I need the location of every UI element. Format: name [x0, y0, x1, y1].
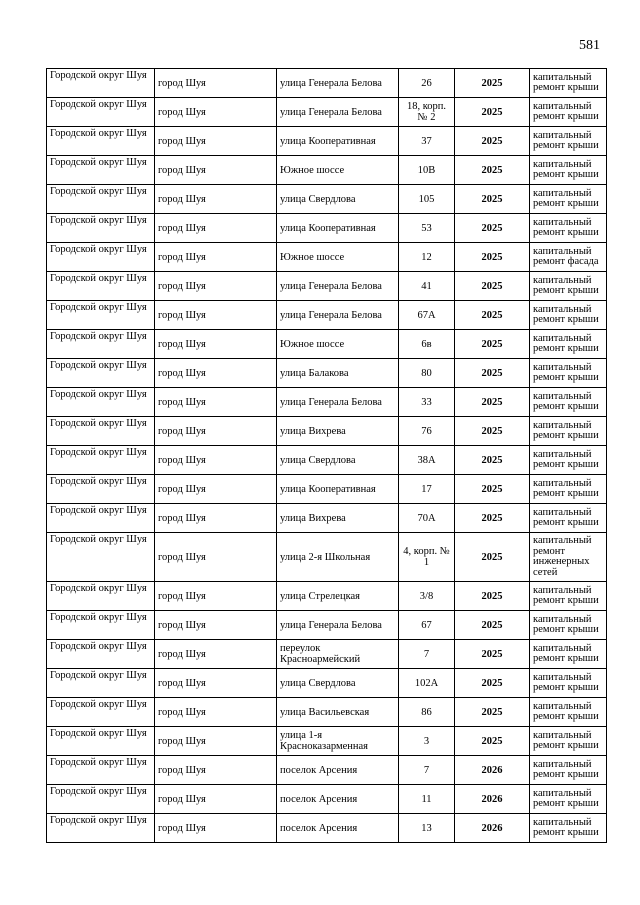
municipality-cell: Городской округ Шуя: [47, 533, 155, 582]
municipality-cell: Городской округ Шуя: [47, 504, 155, 533]
house-number-cell: 7: [399, 756, 455, 785]
table-row: [47, 475, 607, 504]
year-cell: 2025: [455, 214, 530, 243]
municipality-cell: Городской округ Шуя: [47, 185, 155, 214]
work-type-cell: капитальный ремонт крыши: [530, 756, 607, 785]
year-cell: 2025: [455, 156, 530, 185]
city-cell: город Шуя: [155, 185, 277, 214]
municipality-cell: Городской округ Шуя: [47, 156, 155, 185]
table-row: [47, 417, 607, 446]
house-number-cell: 6в: [399, 330, 455, 359]
table-row: [47, 698, 607, 727]
table-row: [47, 582, 607, 611]
street-cell: Южное шоссе: [277, 156, 399, 185]
year-cell: 2025: [455, 243, 530, 272]
house-number-cell: 67А: [399, 301, 455, 330]
year-cell: 2025: [455, 582, 530, 611]
page-number: 581: [579, 38, 600, 53]
city-cell: город Шуя: [155, 611, 277, 640]
house-number-cell: 53: [399, 214, 455, 243]
table-row: [47, 756, 607, 785]
work-type-cell: капитальный ремонт крыши: [530, 417, 607, 446]
municipality-cell: Городской округ Шуя: [47, 446, 155, 475]
city-cell: город Шуя: [155, 301, 277, 330]
house-number-cell: 12: [399, 243, 455, 272]
house-number-cell: 18, корп. № 2: [399, 98, 455, 127]
street-cell: улица Стрелецкая: [277, 582, 399, 611]
work-type-cell: капитальный ремонт крыши: [530, 698, 607, 727]
city-cell: город Шуя: [155, 127, 277, 156]
year-cell: 2025: [455, 69, 530, 98]
city-cell: город Шуя: [155, 272, 277, 301]
work-type-cell: капитальный ремонт крыши: [530, 330, 607, 359]
year-cell: 2025: [455, 669, 530, 698]
work-type-cell: капитальный ремонт крыши: [530, 272, 607, 301]
year-cell: 2026: [455, 814, 530, 843]
city-cell: город Шуя: [155, 504, 277, 533]
municipality-cell: Городской округ Шуя: [47, 814, 155, 843]
municipality-cell: Городской округ Шуя: [47, 69, 155, 98]
street-cell: улица Балакова: [277, 359, 399, 388]
city-cell: город Шуя: [155, 640, 277, 669]
table-row: [47, 301, 607, 330]
city-cell: город Шуя: [155, 330, 277, 359]
municipality-cell: Городской округ Шуя: [47, 727, 155, 756]
street-cell: поселок Арсения: [277, 785, 399, 814]
work-type-cell: капитальный ремонт крыши: [530, 504, 607, 533]
table-row: [47, 785, 607, 814]
house-number-cell: 10В: [399, 156, 455, 185]
street-cell: улица Свердлова: [277, 185, 399, 214]
year-cell: 2025: [455, 301, 530, 330]
city-cell: город Шуя: [155, 243, 277, 272]
housing-repair-table: [46, 68, 607, 843]
house-number-cell: 3: [399, 727, 455, 756]
house-number-cell: 7: [399, 640, 455, 669]
house-number-cell: 17: [399, 475, 455, 504]
year-cell: 2025: [455, 611, 530, 640]
city-cell: город Шуя: [155, 98, 277, 127]
work-type-cell: капитальный ремонт крыши: [530, 301, 607, 330]
municipality-cell: Городской округ Шуя: [47, 475, 155, 504]
work-type-cell: капитальный ремонт крыши: [530, 156, 607, 185]
municipality-cell: Городской округ Шуя: [47, 272, 155, 301]
municipality-cell: Городской округ Шуя: [47, 243, 155, 272]
municipality-cell: Городской округ Шуя: [47, 214, 155, 243]
year-cell: 2025: [455, 727, 530, 756]
work-type-cell: капитальный ремонт крыши: [530, 611, 607, 640]
house-number-cell: 4, корп. № 1: [399, 533, 455, 582]
municipality-cell: Городской округ Шуя: [47, 611, 155, 640]
municipality-cell: Городской округ Шуя: [47, 698, 155, 727]
street-cell: улица Генерала Белова: [277, 69, 399, 98]
municipality-cell: Городской округ Шуя: [47, 417, 155, 446]
year-cell: 2025: [455, 98, 530, 127]
work-type-cell: капитальный ремонт крыши: [530, 727, 607, 756]
city-cell: город Шуя: [155, 388, 277, 417]
year-cell: 2025: [455, 417, 530, 446]
table-row: [47, 446, 607, 475]
street-cell: Южное шоссе: [277, 243, 399, 272]
street-cell: поселок Арсения: [277, 814, 399, 843]
street-cell: улица 2-я Школьная: [277, 533, 399, 582]
city-cell: город Шуя: [155, 533, 277, 582]
table-row: [47, 156, 607, 185]
city-cell: город Шуя: [155, 446, 277, 475]
work-type-cell: капитальный ремонт крыши: [530, 446, 607, 475]
house-number-cell: 33: [399, 388, 455, 417]
table-row: [47, 98, 607, 127]
table-row: [47, 359, 607, 388]
work-type-cell: капитальный ремонт крыши: [530, 669, 607, 698]
house-number-cell: 76: [399, 417, 455, 446]
year-cell: 2025: [455, 640, 530, 669]
city-cell: город Шуя: [155, 698, 277, 727]
year-cell: 2026: [455, 756, 530, 785]
street-cell: улица Кооперативная: [277, 475, 399, 504]
table-row: [47, 127, 607, 156]
street-cell: улица Генерала Белова: [277, 388, 399, 417]
year-cell: 2025: [455, 359, 530, 388]
city-cell: город Шуя: [155, 214, 277, 243]
work-type-cell: капитальный ремонт крыши: [530, 475, 607, 504]
table-row: [47, 243, 607, 272]
table-row: [47, 504, 607, 533]
street-cell: улица Генерала Белова: [277, 611, 399, 640]
street-cell: улица Васильевская: [277, 698, 399, 727]
work-type-cell: капитальный ремонт крыши: [530, 127, 607, 156]
house-number-cell: 11: [399, 785, 455, 814]
city-cell: город Шуя: [155, 156, 277, 185]
municipality-cell: Городской округ Шуя: [47, 785, 155, 814]
work-type-cell: капитальный ремонт инженерных сетей: [530, 533, 607, 582]
year-cell: 2025: [455, 446, 530, 475]
city-cell: город Шуя: [155, 475, 277, 504]
street-cell: улица Генерала Белова: [277, 272, 399, 301]
street-cell: Южное шоссе: [277, 330, 399, 359]
municipality-cell: Городской округ Шуя: [47, 388, 155, 417]
year-cell: 2025: [455, 698, 530, 727]
municipality-cell: Городской округ Шуя: [47, 756, 155, 785]
year-cell: 2025: [455, 475, 530, 504]
table-row: [47, 533, 607, 582]
table-row: [47, 330, 607, 359]
city-cell: город Шуя: [155, 417, 277, 446]
work-type-cell: капитальный ремонт фасада: [530, 243, 607, 272]
street-cell: улица Генерала Белова: [277, 301, 399, 330]
table-row: [47, 388, 607, 417]
house-number-cell: 41: [399, 272, 455, 301]
year-cell: 2025: [455, 388, 530, 417]
city-cell: город Шуя: [155, 727, 277, 756]
street-cell: улица Вихрева: [277, 504, 399, 533]
house-number-cell: 86: [399, 698, 455, 727]
city-cell: город Шуя: [155, 785, 277, 814]
street-cell: улица Генерала Белова: [277, 98, 399, 127]
municipality-cell: Городской округ Шуя: [47, 669, 155, 698]
work-type-cell: капитальный ремонт крыши: [530, 214, 607, 243]
city-cell: город Шуя: [155, 69, 277, 98]
table-row: [47, 669, 607, 698]
work-type-cell: капитальный ремонт крыши: [530, 359, 607, 388]
municipality-cell: Городской округ Шуя: [47, 127, 155, 156]
work-type-cell: капитальный ремонт крыши: [530, 814, 607, 843]
table-row: [47, 640, 607, 669]
table-row: [47, 814, 607, 843]
street-cell: поселок Арсения: [277, 756, 399, 785]
municipality-cell: Городской округ Шуя: [47, 98, 155, 127]
table-row: [47, 272, 607, 301]
year-cell: 2025: [455, 127, 530, 156]
street-cell: переулок Красноармейский: [277, 640, 399, 669]
municipality-cell: Городской округ Шуя: [47, 330, 155, 359]
municipality-cell: Городской округ Шуя: [47, 301, 155, 330]
street-cell: улица Свердлова: [277, 669, 399, 698]
municipality-cell: Городской округ Шуя: [47, 582, 155, 611]
city-cell: город Шуя: [155, 582, 277, 611]
work-type-cell: капитальный ремонт крыши: [530, 185, 607, 214]
table-row: [47, 727, 607, 756]
house-number-cell: 102А: [399, 669, 455, 698]
city-cell: город Шуя: [155, 814, 277, 843]
work-type-cell: капитальный ремонт крыши: [530, 582, 607, 611]
year-cell: 2025: [455, 185, 530, 214]
work-type-cell: капитальный ремонт крыши: [530, 98, 607, 127]
house-number-cell: 26: [399, 69, 455, 98]
house-number-cell: 70А: [399, 504, 455, 533]
house-number-cell: 37: [399, 127, 455, 156]
year-cell: 2025: [455, 504, 530, 533]
table-row: [47, 611, 607, 640]
year-cell: 2025: [455, 272, 530, 301]
table-body: [47, 69, 607, 843]
municipality-cell: Городской округ Шуя: [47, 640, 155, 669]
city-cell: город Шуя: [155, 359, 277, 388]
work-type-cell: капитальный ремонт крыши: [530, 785, 607, 814]
street-cell: улица Вихрева: [277, 417, 399, 446]
municipality-cell: Городской округ Шуя: [47, 359, 155, 388]
year-cell: 2025: [455, 533, 530, 582]
house-number-cell: 13: [399, 814, 455, 843]
house-number-cell: 3/8: [399, 582, 455, 611]
house-number-cell: 38А: [399, 446, 455, 475]
house-number-cell: 105: [399, 185, 455, 214]
work-type-cell: капитальный ремонт крыши: [530, 640, 607, 669]
table-row: [47, 185, 607, 214]
year-cell: 2025: [455, 330, 530, 359]
street-cell: улица Свердлова: [277, 446, 399, 475]
street-cell: улица Кооперативная: [277, 127, 399, 156]
table-row: [47, 214, 607, 243]
year-cell: 2026: [455, 785, 530, 814]
street-cell: улица Кооперативная: [277, 214, 399, 243]
house-number-cell: 80: [399, 359, 455, 388]
house-number-cell: 67: [399, 611, 455, 640]
work-type-cell: капитальный ремонт крыши: [530, 388, 607, 417]
city-cell: город Шуя: [155, 756, 277, 785]
city-cell: город Шуя: [155, 669, 277, 698]
table-row: [47, 69, 607, 98]
work-type-cell: капитальный ремонт крыши: [530, 69, 607, 98]
street-cell: улица 1-я Красноказарменная: [277, 727, 399, 756]
